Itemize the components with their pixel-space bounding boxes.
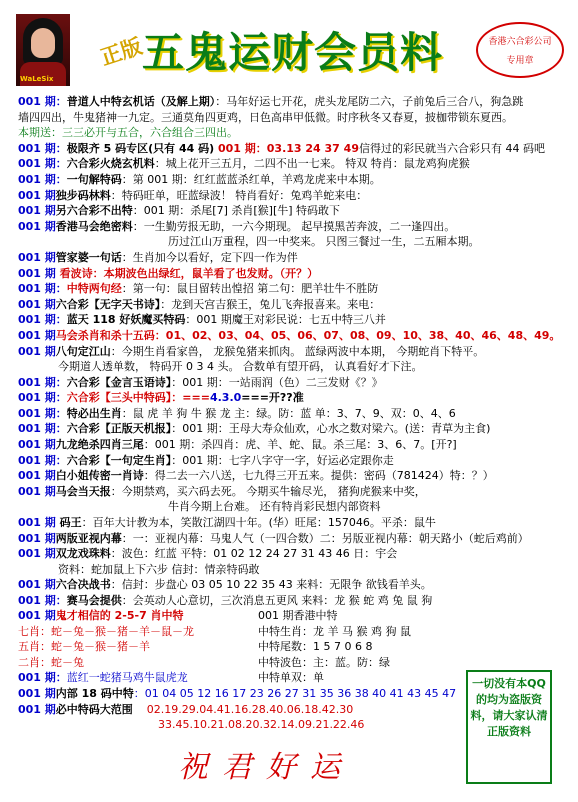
- prediction-row: [18, 328, 562, 344]
- row-prefix: 001 期：: [18, 594, 67, 607]
- prediction-row: [18, 359, 562, 375]
- row-label: 六合彩【一句定生肖】: [66, 453, 172, 467]
- seven-zodiac: 七肖：蛇－兔－猴－猪－羊－鼠－龙: [18, 624, 194, 638]
- prediction-row: [18, 593, 562, 609]
- row-text: ：龙到天宫吉猴王，兔儿飞奔报喜来。来电：: [160, 297, 381, 311]
- inner-label: 内部 18 码中特: [55, 687, 134, 700]
- row-prefix: 001 期：: [18, 282, 67, 296]
- hk-tails: 中特尾数：1 5 7 0 6 8: [258, 640, 373, 654]
- row-label: 香港马会绝密料: [55, 219, 133, 233]
- row-text: ：会英动人心意切，三次消息五更风 来料：龙 猴 蛇 鸡 兔 鼠 狗: [121, 594, 433, 607]
- row-prefix: 001 期: [18, 484, 56, 498]
- prediction-row: [18, 172, 562, 188]
- row-prefix: 001 期: [18, 250, 56, 264]
- row-prefix: 001 期：: [18, 406, 67, 420]
- row-text: 历过江山万重程，四一中奖来。 只图三餐过一生，二五厢本期。: [168, 235, 480, 249]
- row-label: 白小姐传密一肖诗: [55, 469, 144, 483]
- row-label: 两版亚视内幕: [55, 531, 122, 545]
- row-text: ===开??准: [241, 391, 304, 405]
- genuine-badge: 正版: [97, 33, 145, 70]
- row-label: 管家婆一句话: [55, 250, 122, 264]
- prediction-row: [18, 219, 562, 235]
- row-prefix: 001 期: [18, 687, 56, 700]
- prediction-row: [18, 453, 562, 469]
- row-label: 六合决战书: [55, 578, 111, 592]
- row-prefix: 001 期：: [18, 375, 67, 389]
- prediction-row: [18, 375, 562, 391]
- row-prefix: 001 期：: [18, 391, 67, 405]
- row-prefix: 001 期: [18, 438, 56, 452]
- prediction-row: [18, 468, 562, 484]
- row-prefix: 001 期: [18, 531, 56, 545]
- row-label: 蓝天 118 好妖魔买特码: [66, 313, 186, 327]
- prediction-row: [18, 546, 562, 562]
- row-text: ：城上花开三五月，二四不出一七来。 特双 特肖：鼠龙鸡狗虎猴: [154, 157, 470, 171]
- prediction-list: [18, 94, 562, 609]
- row-text: ：第 001 期：红红蓝蓝杀红单，羊鸡龙虎来中本期。: [121, 172, 381, 186]
- row-prefix: 001 期：: [18, 313, 67, 327]
- hk-parity: 中特单双：单: [258, 671, 324, 685]
- row-highlight: 本期送：三三必开与五合，六合组合三四出。: [18, 126, 238, 140]
- row-text: ：今期禁鸡，买六码去死。 今期买牛输尽光， 猪狗虎猴来中奖，: [110, 484, 426, 498]
- row-text: ：马年好运七开花，虎头龙尾防二六，子前兔后三合八，狗急跳: [215, 95, 524, 108]
- row-text: 墙四四出，牛鬼猪神一九定。三通莫角四更鸡，日色高串甲低微。时序秋冬又春夏，披枷带锁东夏西。: [18, 110, 513, 124]
- row-label: 马会当天报: [55, 484, 111, 498]
- good-luck-text: 祝君好运: [178, 750, 354, 785]
- prediction-row: [18, 531, 562, 547]
- prediction-row: [18, 484, 562, 500]
- anti-piracy-notice: 一切没有本QQ 的均为盗版资料，请大家认清正版资料: [466, 670, 552, 784]
- row-text: ：今期生肖看家兽， 龙猴兔猪来抓肉。 蓝绿两波中本期， 今期蛇肖下特平。: [110, 344, 485, 358]
- row-text: ：001 期：一站雨润（色）二三发财《？》: [171, 375, 383, 389]
- prediction-row: [18, 110, 562, 126]
- row-label: 另六合彩不出特: [55, 204, 133, 218]
- prediction-row: [18, 281, 562, 297]
- row-prefix: 001 期：: [18, 172, 67, 186]
- row-highlight: 001 期：03.13 24 37 49: [214, 141, 359, 155]
- row-label: 双龙戏珠料: [55, 547, 111, 561]
- row-text: ：生肖加今以看好，定下四一作为伴: [121, 250, 298, 264]
- row-label: 赛马会提供: [66, 594, 122, 607]
- row-highlight: 六合彩【三头中特码】：===: [66, 391, 210, 405]
- row-prefix: 001 期: [18, 328, 56, 342]
- row-text: ：特码旺单，旺蓝绿波！ 特肖看好：兔鸡羊蛇来电：: [110, 188, 368, 202]
- blue-red-line: 蓝红一蛇猪马鸡牛鼠虎龙: [66, 671, 188, 685]
- row-label: 中特两句经: [66, 282, 122, 296]
- row-text: ：001 期：王母大寿众仙欢，心水之数对梁六。(送：青草为主食): [171, 422, 491, 436]
- row-prefix: 001 期：: [18, 453, 67, 467]
- page-title: 五鬼运财会员料: [142, 28, 444, 77]
- row-prefix: 001 期: [18, 609, 56, 622]
- row-label: 一句解特码: [66, 172, 122, 186]
- prediction-row: [18, 250, 562, 266]
- zodiac-257-box: [18, 608, 258, 686]
- row-text: ：百年大计教为本，笑散江湖四十年。(华）旺尾：157046。平杀：鼠牛: [81, 516, 436, 530]
- prediction-row: [18, 312, 562, 328]
- row-prefix: 001 期：: [18, 422, 67, 436]
- row-label: 特必出生肖: [66, 406, 122, 420]
- row-prefix: 001 期: [18, 219, 56, 233]
- seal-bottom-text: 专用章: [506, 56, 534, 66]
- row-prefix: 001 期：: [18, 95, 67, 108]
- hk-waves: 中特波色：主：蓝。防：绿: [258, 655, 390, 669]
- row-text: ：第一句：鼠目留转出惶招 第二句：肥羊壮牛不胜防: [121, 282, 379, 296]
- row-text: ：鼠 虎 羊 狗 牛 猴 龙 主：绿。防：蓝 单：3、7、9、双：0、4、6: [121, 406, 456, 420]
- row-text: ：信封：步盘心 03 05 10 22 35 43 来料：无限争 欲钱看羊头。: [110, 578, 432, 592]
- prediction-row: [18, 406, 562, 422]
- row-prefix: 001 期: [18, 469, 56, 483]
- prediction-row: [18, 515, 562, 531]
- must-line-1: 02.19.29.04.41.16.28.40.06.18.42.30: [146, 702, 354, 716]
- row-prefix: 001 期：: [18, 671, 67, 685]
- photo-face: [31, 28, 55, 58]
- must-line-2: 33.45.10.21.08.20.32.14.09.21.22.46: [158, 718, 365, 732]
- row-label: 六合彩【无字天书诗】: [55, 297, 161, 311]
- row-label: 六合彩【金言玉语诗】: [66, 375, 172, 389]
- box-title: 鬼才相信的 2-5-7 肖中特: [55, 609, 184, 622]
- row-label: 八句定江山: [55, 344, 111, 358]
- prediction-row: [18, 390, 562, 406]
- row-prefix: 001 期: [18, 344, 56, 358]
- row-prefix: 001 期: [18, 547, 56, 561]
- photo-caption: WaLeSix: [20, 75, 54, 83]
- prediction-row: [18, 156, 562, 172]
- prediction-row: [18, 141, 562, 157]
- row-text: ：一：亚视内幕：马鬼人气（一四合数）二：另版亚视内幕：朝天路小（蛇后鸡前）: [121, 531, 529, 545]
- prediction-row: [18, 297, 562, 313]
- row-text: ：001 期：杀四肖：虎、羊、蛇、鼠。杀三尾：3、6、7。[开?]: [143, 438, 457, 452]
- two-zodiac: 二肖：蛇－兔: [18, 655, 84, 669]
- row-prefix: 001 期：: [18, 141, 67, 155]
- header: [0, 0, 578, 92]
- row-text: 牛肖今期上台难。 还有特肖彩民想内部资料: [168, 500, 381, 514]
- prediction-row: [18, 577, 562, 593]
- seal-top-text: 香港六合彩公司: [488, 37, 552, 47]
- row-text: ：得二去一六八送，七九得三开五来。提供：密码（781424）特：？）: [143, 469, 494, 483]
- row-text: ：波色：红蓝 平特：01 02 12 24 27 31 43 46 日：宇会: [110, 547, 398, 561]
- prediction-row: [18, 562, 562, 578]
- official-seal: [476, 22, 564, 78]
- prediction-row: [18, 234, 562, 250]
- hk-title: 001 期香港中特: [258, 609, 338, 622]
- row-highlight: 马会杀肖和杀十五码：01、02、03、04、05、06、07、08、09、10、38、40、46、48、49。: [55, 328, 561, 342]
- row-prefix: 001 期: [18, 516, 56, 530]
- row-label: 九龙绝杀四肖三尾: [55, 438, 144, 452]
- row-label: 普道人中特玄机话（及解上期）: [66, 95, 216, 108]
- prediction-row: [18, 499, 562, 515]
- prediction-row: [18, 125, 562, 141]
- row-text: ：001 期：杀尾[7] 杀肖[猴][牛] 特码敢下: [132, 204, 341, 218]
- row-text: ：一生勤劳报无助，一六今期现。 起早摸黑苦奔波，二一逢四出。: [132, 219, 456, 233]
- row-highlight: 4.3.0: [209, 391, 242, 405]
- row-prefix: 001 期: [18, 188, 56, 202]
- row-prefix: 001 期: [18, 702, 56, 716]
- row-label: 码王: [55, 516, 82, 530]
- row-highlight: 看波诗：本期波色出绿红，鼠羊看了也发财。（开？）: [55, 266, 319, 280]
- row-label: 六合彩【正版天机报】: [66, 422, 172, 436]
- row-label: 六合彩火烧玄机料: [66, 157, 155, 171]
- prediction-row: [18, 203, 562, 219]
- row-prefix: 001 期: [18, 297, 56, 311]
- hk-zodiac: 中特生肖：龙 羊 马 猴 鸡 狗 鼠: [258, 624, 411, 638]
- row-prefix: 001 期：: [18, 157, 67, 171]
- row-label: 独步码林料: [55, 188, 111, 202]
- row-text: ：001 期：七字八字守一字，好运必定跟你走: [171, 453, 394, 467]
- prediction-row: [18, 437, 562, 453]
- row-text: 资料：蛇加鼠上下六步 信封：情亲特码敢: [58, 562, 260, 576]
- hk-special-box: [256, 608, 466, 686]
- row-prefix: 001 期: [18, 578, 56, 592]
- row-text: 今期道人透单数， 特码开 0 3 4 头。 合数单有望开码， 认真看好才下注。: [58, 360, 423, 374]
- must-label: 必中特码大范围: [55, 702, 133, 716]
- prediction-row: [18, 344, 562, 360]
- row-prefix: 001 期: [18, 204, 56, 218]
- row-prefix: 001 期: [18, 266, 56, 280]
- row-label: 极限齐 5 码专区(只有 44 码): [66, 141, 215, 155]
- prediction-row: [18, 421, 562, 437]
- five-zodiac: 五肖：蛇－兔－猴－猪－羊: [18, 640, 150, 654]
- row-text: ：001 期魔王对彩民说：七五中特三八并: [185, 313, 386, 327]
- prediction-row: [18, 266, 562, 282]
- prediction-row: [18, 94, 562, 110]
- row-text: 信得过的彩民就当六合彩只有 44 码吧: [358, 141, 545, 155]
- inner-numbers: ：01 04 05 12 16 17 23 26 27 31 35 36 38 40 41 43 45 47: [133, 687, 457, 700]
- prediction-row: [18, 188, 562, 204]
